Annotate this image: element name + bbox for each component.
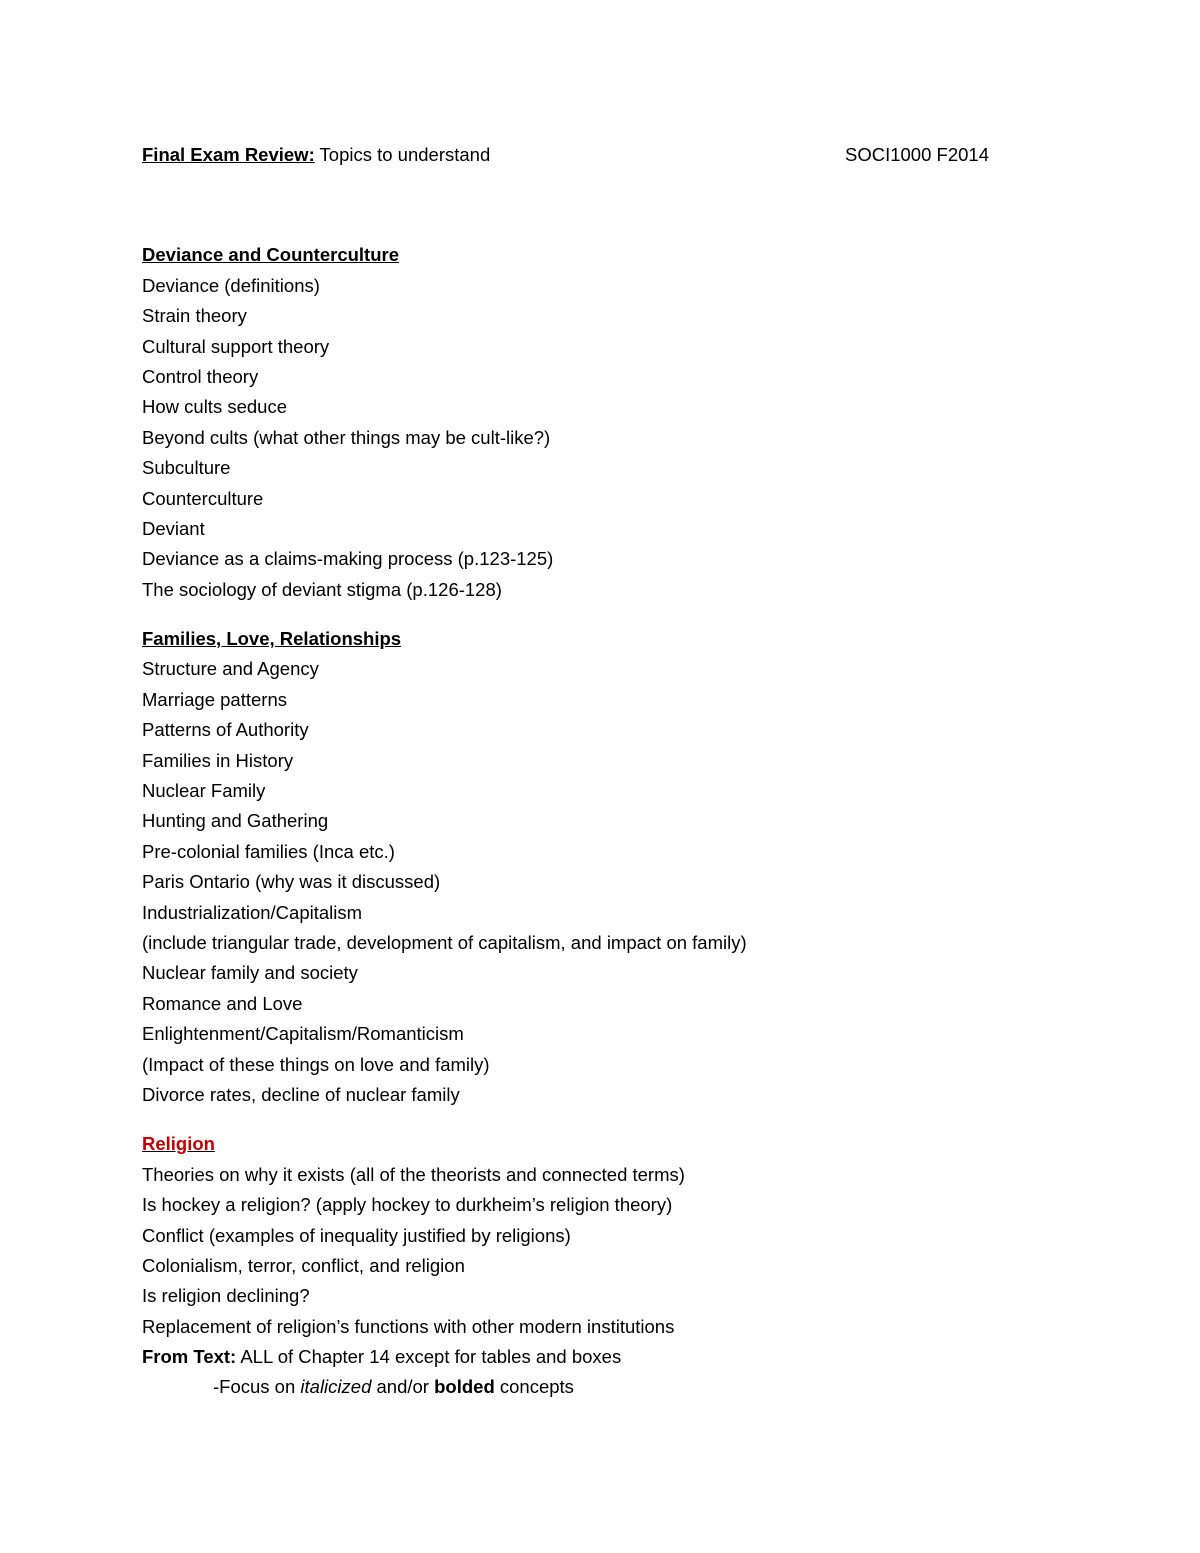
- section-title-religion: Religion: [142, 1133, 215, 1155]
- topic-item: Cultural support theory: [142, 335, 330, 357]
- topic-item: How cults seduce: [142, 396, 287, 418]
- document-page: [142, 140, 1002, 1403]
- topic-item: Hunting and Gathering: [142, 810, 329, 832]
- topic-item: Patterns of Authority: [142, 719, 309, 741]
- section-families: [142, 624, 1002, 1110]
- focus-suffix: concepts: [494, 1376, 574, 1398]
- document-header: [142, 140, 1002, 170]
- topic-item: Families in History: [142, 749, 294, 771]
- topic-item: Is religion declining?: [142, 1285, 310, 1307]
- topic-item: Divorce rates, decline of nuclear family: [142, 1083, 460, 1105]
- topic-item: Deviant: [142, 517, 205, 539]
- focus-prefix: -Focus on: [213, 1376, 301, 1398]
- topic-item: Marriage patterns: [142, 688, 287, 710]
- topic-item: Pre-colonial families (Inca etc.): [142, 840, 395, 862]
- focus-middle: and/or: [371, 1376, 435, 1398]
- topic-item: Industrialization/Capitalism: [142, 901, 363, 923]
- section-title-families: Families, Love, Relationships: [142, 628, 402, 650]
- topic-item: Romance and Love: [142, 992, 303, 1014]
- topic-item: Counterculture: [142, 487, 264, 509]
- header-course: SOCI1000 F2014: [845, 144, 989, 165]
- topic-item: Strain theory: [142, 305, 247, 327]
- topic-list-religion: [142, 1160, 1002, 1342]
- from-text-label: From Text:: [142, 1346, 237, 1368]
- section-deviance: [142, 240, 1002, 605]
- header-title: [142, 140, 490, 170]
- topic-item: Control theory: [142, 365, 259, 387]
- topic-list-families: [142, 654, 1002, 1110]
- focus-italic: italicized: [300, 1376, 372, 1398]
- topic-item: Beyond cults (what other things may be cult-like?): [142, 426, 551, 448]
- header-title-bold: Final Exam Review:: [142, 144, 315, 165]
- topic-item: Theories on why it exists (all of the theorists and connected terms): [142, 1163, 685, 1185]
- topic-item: Structure and Agency: [142, 658, 319, 680]
- header-title-rest: Topics to understand: [314, 144, 491, 165]
- topic-item: Paris Ontario (why was it discussed): [142, 871, 441, 893]
- topic-item: Colonialism, terror, conflict, and religion: [142, 1254, 465, 1276]
- from-text-line: [142, 1342, 1002, 1372]
- topic-item: Deviance (definitions): [142, 274, 320, 296]
- topic-list-deviance: [142, 271, 1002, 605]
- section-spacer: [142, 1110, 1002, 1129]
- section-religion: [142, 1129, 1002, 1403]
- topic-item: Nuclear Family: [142, 780, 266, 802]
- topic-item: Replacement of religion’s functions with other modern institutions: [142, 1315, 675, 1337]
- header-spacer: [142, 170, 1002, 240]
- topic-item: Is hockey a religion? (apply hockey to durkheim’s religion theory): [142, 1194, 673, 1216]
- topic-item: Conflict (examples of inequality justified by religions): [142, 1224, 571, 1246]
- topic-item: The sociology of deviant stigma (p.126-128): [142, 578, 502, 600]
- from-text-body: ALL of Chapter 14 except for tables and boxes: [236, 1346, 622, 1368]
- topic-item: Enlightenment/Capitalism/Romanticism: [142, 1023, 464, 1045]
- topic-item: Subculture: [142, 457, 231, 479]
- topic-item: (include triangular trade, development of capitalism, and impact on family): [142, 931, 747, 953]
- section-title-deviance: Deviance and Counterculture: [142, 244, 400, 266]
- section-spacer: [142, 605, 1002, 624]
- topic-item: (Impact of these things on love and family): [142, 1053, 490, 1075]
- topic-item: Nuclear family and society: [142, 962, 358, 984]
- topic-item: Deviance as a claims-making process (p.123-125): [142, 548, 554, 570]
- focus-bold: bolded: [434, 1376, 495, 1398]
- focus-line: [142, 1372, 1002, 1402]
